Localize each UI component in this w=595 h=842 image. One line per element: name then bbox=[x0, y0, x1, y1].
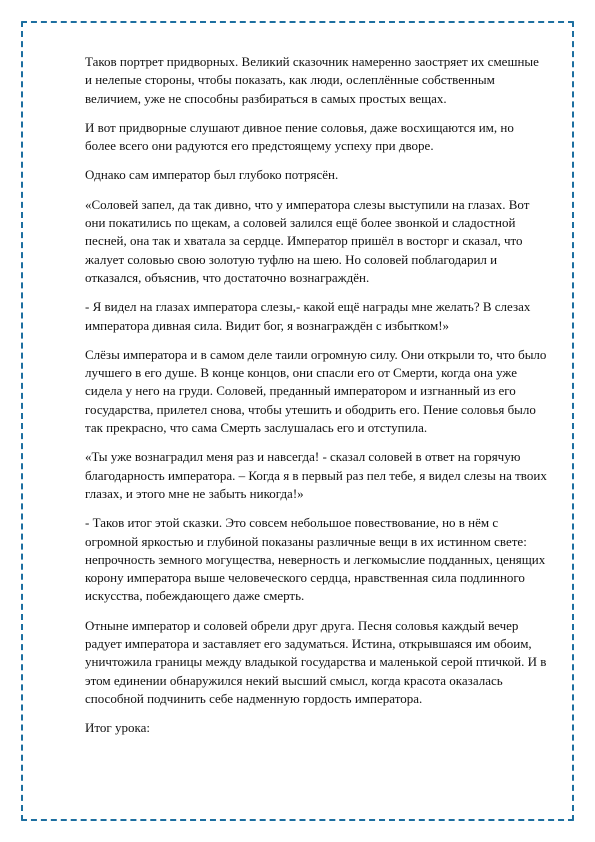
paragraph: Однако сам император был глубоко потрясён. bbox=[85, 167, 339, 183]
paragraph: - Таков итог этой сказки. Это совсем небольшое повествование, но в нём с огромной яркостью и глубиной показаны различные вещи в их истинном свете: непрочность земного могущества, неверность и легкомыслие подданных, ценящих корону императора выше человеческого сердца, нравственная сила подлинного искусства, побеждающего даже смерть. bbox=[85, 515, 546, 604]
paragraph: «Ты уже вознаградил меня раз и навсегда! - сказал соловей в ответ на горячую благодарность императора. – Когда я в первый раз пел тебе, я видел слезы на твоих глазах, и этого мне не забыть никогда!» bbox=[85, 449, 547, 501]
paragraph: И вот придворные слушают дивное пение соловья, даже восхищаются им, но более всего они радуются его предстоящему успеху при дворе. bbox=[85, 119, 514, 154]
paragraph: «Соловей запел, да так дивно, что у императора слезы выступили на глазах. Вот они покатились по щекам, а соловей залился ещё более звонкой и сладостной песней, она так и хватала за сердце. Император пришёл в восторг и сказал, что жалует соловью свою золотую туфлю на шею. Но соловей поблагодарил и отказался, объяснив, что достаточно вознаграждён. bbox=[85, 196, 530, 285]
paragraph: Отныне император и соловей обрели друг друга. Песня соловья каждый вечер радует императора и заставляет его задуматься. Истина, открывшаяся им обоим, уничтожила границы между владыкой государства и маленькой серой птичкой. И в этом единении обнаружился некий высший смысл, когда красота оказалась способной подчинить себе надменную гордость императора. bbox=[85, 617, 547, 706]
paragraph-lesson-summary: Итог урока: bbox=[85, 720, 150, 736]
paragraph: - Я видел на глазах императора слезы,- какой ещё награды мне желать? В слезах императора дивная сила. Видит бог, я вознаграждён с избытком!» bbox=[85, 299, 531, 333]
document-body bbox=[85, 53, 547, 749]
paragraph: Слёзы императора и в самом деле таили огромную силу. Они открыли то, что было лучшего в его душе. В конце концов, они спасли его от Смерти, когда она уже сидела у него на груди. Соловей, преданный императором и изгнанный из его государства, прилетел снова, чтобы утешить и ободрить его. Пение соловья было так прекрасно, что сама Смерть заслушалась его и отступила. bbox=[85, 346, 547, 436]
paragraph: Таков портрет придворных. Великий сказочник намеренно заостряет их смешные и нелепые стороны, чтобы показать, как люди, ослеплённые собственным величием, уже не способны разбираться в самых простых вещах. bbox=[85, 54, 539, 106]
